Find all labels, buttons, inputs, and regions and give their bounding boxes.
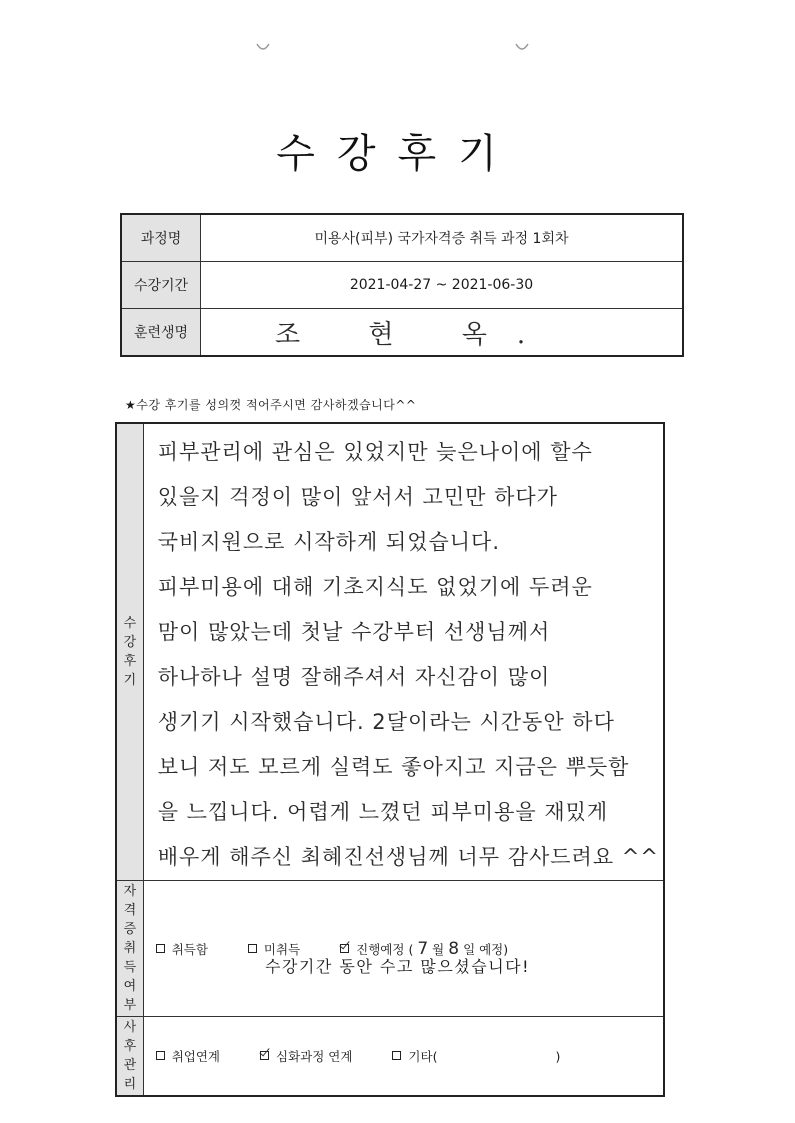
- option-other[interactable]: [392, 1047, 560, 1065]
- trainee-label: 훈련생명: [121, 309, 201, 357]
- day-handwritten: 8: [448, 938, 460, 959]
- review-line: 맘이 많았는데 첫날 수강부터 선생님께서: [157, 620, 551, 644]
- course-row: [121, 214, 683, 262]
- closing-message: 수강기간 동안 수고 많으셨습니다!: [264, 957, 531, 976]
- review-line: 배우게 해주신 최혜진선생님께 너무 감사드려요 ^^: [157, 845, 659, 869]
- month-unit: 월: [432, 941, 445, 957]
- option-other-label: 기타(: [408, 1049, 438, 1064]
- checkbox-obtained[interactable]: [156, 944, 165, 953]
- other-paren-close: ): [555, 1049, 561, 1064]
- period-label: 수강기간: [121, 262, 201, 309]
- checkbox-planned-checked[interactable]: [340, 944, 349, 953]
- option-not-obtained-label: 미취득: [263, 941, 301, 957]
- review-line: 피부관리에 관심은 있었지만 늦은나이에 할수: [157, 440, 593, 464]
- trainee-name-handwritten: 조 현 옥.: [201, 309, 684, 357]
- certificate-label-line1: 자격증: [123, 884, 137, 937]
- day-unit: 일 예정: [463, 941, 504, 957]
- option-advanced-label: 심화과정 연계: [276, 1049, 353, 1064]
- period-row: [121, 262, 683, 309]
- certificate-options: [143, 881, 664, 1017]
- review-line: 있을지 걱정이 많이 앞서서 고민만 하다가: [157, 485, 558, 509]
- review-line: 국비지원으로 시작하게 되었습니다.: [157, 530, 501, 554]
- option-advanced[interactable]: [260, 1047, 352, 1065]
- checkbox-other[interactable]: [392, 1051, 401, 1060]
- course-label: 과정명: [121, 214, 201, 262]
- punch-hole-right: [514, 40, 530, 56]
- option-obtained-label: 취득함: [171, 941, 208, 957]
- certificate-label-line2: 취득여부: [123, 941, 137, 1013]
- notice-text: ★수강 후기를 성의껏 적어주시면 감사하겠습니다^^: [125, 398, 417, 412]
- trainee-row: [121, 309, 683, 357]
- review-table: [115, 422, 665, 1097]
- checkbox-not-obtained[interactable]: [248, 944, 257, 953]
- course-info-table: [120, 213, 684, 357]
- checkbox-advanced-checked[interactable]: [260, 1051, 269, 1060]
- certificate-row: [116, 881, 664, 1017]
- option-employment-label: 취업연계: [171, 1049, 221, 1064]
- certificate-label: [116, 881, 143, 1017]
- review-row: [116, 423, 664, 881]
- review-line: 생기기 시작했습니다. 2달이라는 시간동안 하다: [157, 710, 615, 734]
- option-employment[interactable]: [156, 1047, 220, 1065]
- review-line: 보니 저도 모르게 실력도 좋아지고 지금은 뿌듯함: [157, 755, 630, 779]
- month-handwritten: 7: [417, 938, 429, 959]
- page-title: 수강후기: [276, 131, 519, 177]
- option-planned-label: 진행예정: [356, 941, 405, 957]
- course-value: 미용사(피부) 국가자격증 취득 과정 1회차: [201, 214, 684, 262]
- checkbox-employment[interactable]: [156, 1051, 165, 1060]
- paren-open: (: [408, 941, 414, 957]
- aftercare-row: [116, 1017, 664, 1097]
- review-handwritten-text: [143, 423, 664, 881]
- aftercare-options: [143, 1017, 664, 1097]
- period-value: 2021-04-27 ~ 2021-06-30: [201, 262, 684, 309]
- punch-hole-left: [255, 40, 271, 56]
- paren-close: ): [503, 941, 509, 957]
- review-label: 수강후기: [116, 423, 143, 881]
- review-line: 하나하나 설명 잘해주셔서 자신감이 많이: [157, 665, 551, 689]
- review-line: 을 느낍니다. 어렵게 느꼈던 피부미용을 재밌게: [157, 800, 609, 824]
- review-line: 피부미용에 대해 기초지식도 없었기에 두려운: [157, 575, 593, 599]
- aftercare-label: 사후관리: [116, 1017, 143, 1097]
